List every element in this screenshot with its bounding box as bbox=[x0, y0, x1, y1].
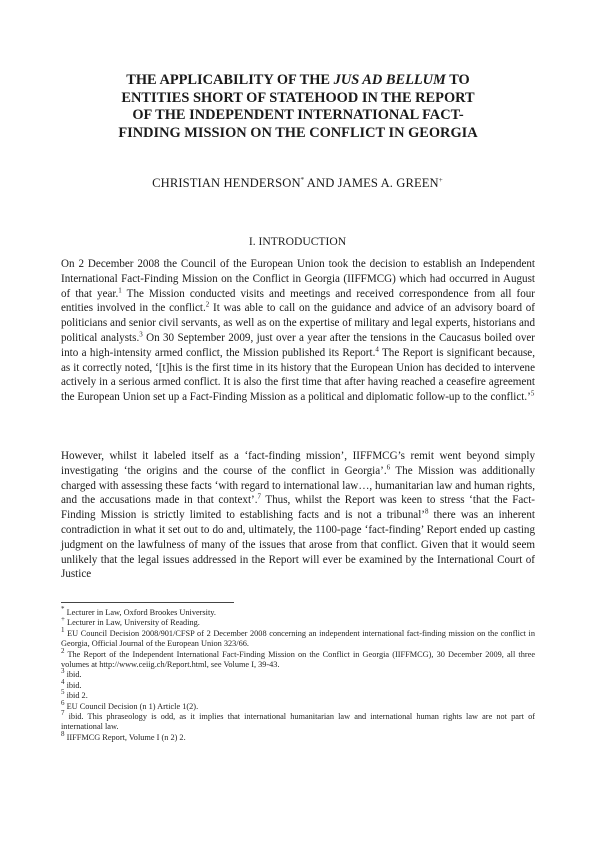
footnote-text: ibid. bbox=[64, 680, 82, 690]
footnote-item bbox=[61, 698, 535, 712]
footnote-text: ibid. bbox=[64, 670, 82, 680]
footnote-text: IIFFMCG Report, Volume I (n 2) 2. bbox=[64, 732, 186, 742]
footnote-ref[interactable]: 3 bbox=[139, 330, 143, 339]
footnote-mark: 1 bbox=[61, 626, 65, 635]
footnote-text: ibid. This phraseology is odd, as it implies that international humanitarian law and international human rights law are not part of international law. bbox=[61, 712, 535, 732]
footnote-text: The Report of the Independent International Fact-Finding Mission on the Conflict in Georgia (IIFFMCG), 30 December 2009, all three volumes at http://www.ceiig.ch/Report.html, see Volume I, 39-43. bbox=[61, 649, 535, 670]
paper-title bbox=[88, 72, 508, 142]
footnote-ref[interactable]: 6 bbox=[386, 463, 391, 472]
footnote-item bbox=[61, 646, 535, 671]
paragraph-introduction-1 bbox=[61, 257, 535, 405]
body-text: The Mission conducted visits and meetings and received correspondence from all four entities involved in the conflict. bbox=[61, 287, 535, 315]
footnote-ref[interactable]: 8 bbox=[424, 507, 429, 516]
footnote-item bbox=[61, 730, 535, 743]
body-text: However, whilst it labeled itself as a ‘fact-finding mission’, IIFFMCG’s remit went beyond simply investigating ‘the origins and the course of the conflict in Georgia’. bbox=[61, 450, 535, 477]
footnote-ref[interactable]: 2 bbox=[205, 300, 210, 309]
footnote-text: Lecturer in Law, Oxford Brookes University. bbox=[64, 608, 216, 617]
body-text: The Report is significant because, as it correctly noted, ‘[t]his is the first time in its history that the European Union has decided to intervene actively in a serious armed conflict. It is also the first time that after having reached a ceasefire agreement the European Union set up a Fact-Finding Mission as a political and diplomatic follow-up to the conflict.’ bbox=[61, 346, 536, 404]
paragraph-introduction-2 bbox=[61, 449, 535, 582]
body-text: Thus, whilst the Report was keen to stress ‘that the Fact-Finding Mission is strictly limited to establishing facts and is not a tribunal’ bbox=[61, 494, 535, 522]
footnote-mark: 2 bbox=[61, 646, 65, 655]
footnote-mark: * bbox=[61, 605, 65, 614]
footnote-ref[interactable]: 5 bbox=[530, 389, 535, 398]
footnote-mark: 5 bbox=[61, 688, 65, 697]
footnote-separator bbox=[61, 602, 234, 603]
author-2: JAMES A. GREEN bbox=[337, 176, 439, 190]
body-text: On 30 September 2009, just over a year after the tensions in the Caucasus boiled over into a high-intensity armed conflict, the Mission published its Report. bbox=[61, 331, 535, 359]
title-line-4: FINDING MISSION ON THE CONFLICT IN GEORGIA bbox=[118, 124, 478, 141]
footnote-text: ibid 2. bbox=[64, 691, 88, 701]
footnote-mark: 6 bbox=[61, 698, 65, 707]
body-text: The Mission was additionally charged with assessing these facts ‘with regard to international law…, humanitarian law and human rights, and the accusations made in that context’. bbox=[61, 464, 535, 507]
title-italic-term: JUS AD BELLUM bbox=[333, 72, 446, 88]
footnote-mark: 7 bbox=[61, 709, 65, 718]
footnote-item bbox=[61, 678, 535, 691]
author-line bbox=[60, 176, 535, 191]
body-text: On 2 December 2008 the Council of the European Union took the decision to establish an Independent International Fact-Finding Mission on the Conflict in Georgia (IIFFMCG) which had occurred in August of that year. bbox=[61, 258, 535, 300]
footnote-item bbox=[61, 667, 535, 680]
body-text: there was an inherent contradiction in what it set out to do and, ultimately, the 1100-page ‘fact-finding’ Report ended up casting judgment on the lawfulness of many of the issues that arose from that conflict. Given that it would seem unlikely that the legal issues addressed in the Report will ever be examined by the International Court of Justice bbox=[61, 509, 535, 581]
title-line-3: OF THE INDEPENDENT INTERNATIONAL FACT- bbox=[132, 107, 464, 123]
footnote-mark: 4 bbox=[61, 678, 65, 687]
title-line-1 bbox=[88, 72, 508, 90]
footnote-text: EU Council Decision 2008/901/CFSP of 2 December 2008 concerning an independent international fact-finding mission on the conflict in Georgia, Official Journal of the European Union 323/66. bbox=[61, 628, 535, 649]
footnote-item bbox=[61, 605, 535, 618]
footnote-ref[interactable]: 7 bbox=[257, 492, 261, 501]
footnote-text: Lecturer in Law, University of Reading. bbox=[64, 618, 200, 628]
body-text: It was able to call on the guidance and advice of an advisory board of politicians and senior civil servants, as well as on the expertise of military and legal experts, historians and political analysts. bbox=[61, 302, 536, 344]
footnote-item bbox=[61, 626, 535, 650]
footnote-ref[interactable]: 1 bbox=[118, 285, 122, 294]
footnote-mark: 3 bbox=[61, 667, 65, 676]
footnote-item bbox=[61, 615, 535, 628]
footnotes bbox=[61, 605, 535, 743]
title-text: TO bbox=[445, 72, 470, 88]
author-1: CHRISTIAN HENDERSON bbox=[152, 176, 301, 190]
section-heading: I. INTRODUCTION bbox=[248, 235, 347, 248]
title-text: THE APPLICABILITY OF THE bbox=[126, 72, 334, 88]
footnote-item bbox=[61, 688, 535, 701]
footnote-item bbox=[61, 709, 535, 733]
footnote-mark: + bbox=[61, 615, 65, 624]
title-line-2: ENTITIES SHORT OF STATEHOOD IN THE REPORT bbox=[121, 89, 475, 106]
footnote-text: EU Council Decision (n 1) Article 1(2). bbox=[64, 701, 199, 711]
author-2-footnote-mark[interactable]: + bbox=[438, 175, 443, 184]
author-1-footnote-mark[interactable]: * bbox=[300, 175, 305, 184]
footnote-mark: 8 bbox=[61, 730, 65, 739]
footnote-ref[interactable]: 4 bbox=[375, 345, 379, 354]
author-conjunction: AND bbox=[304, 176, 338, 190]
